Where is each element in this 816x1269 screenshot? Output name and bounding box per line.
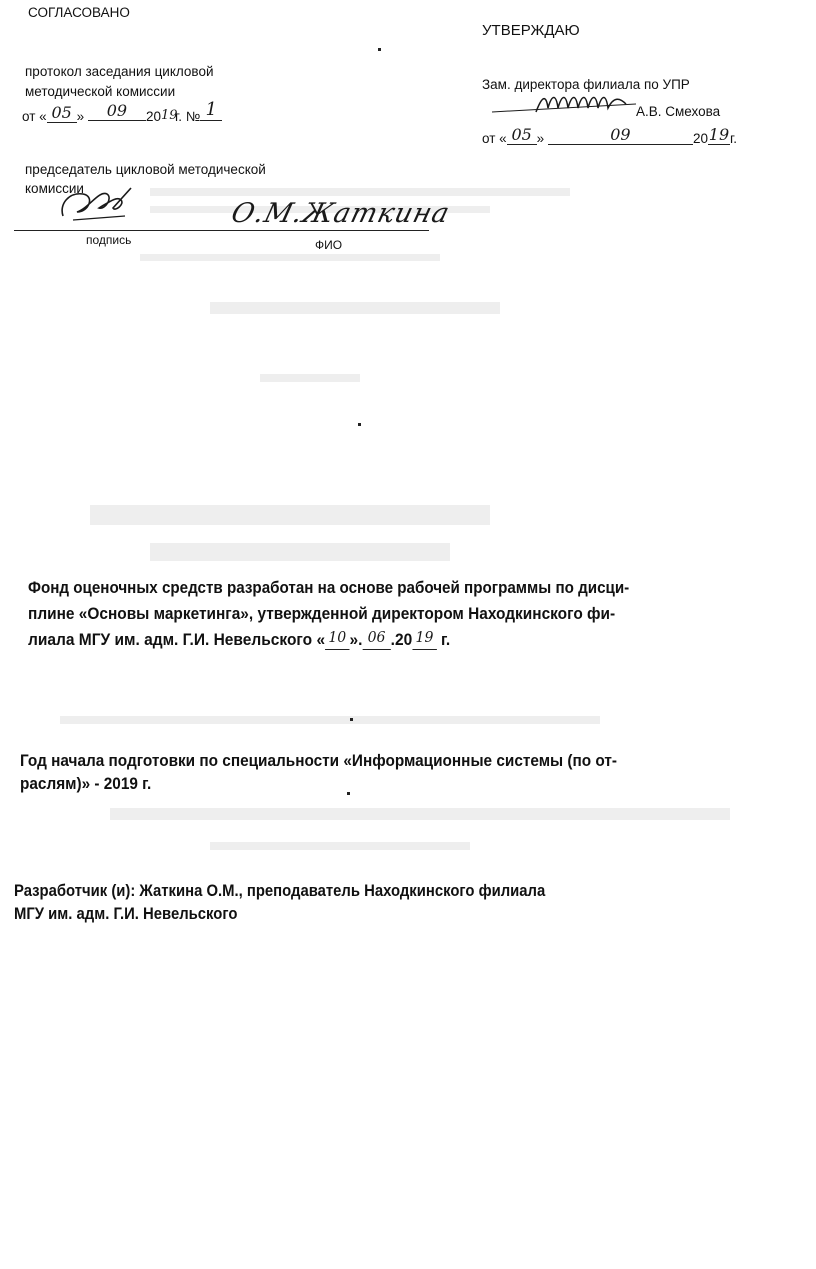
deputy-signature — [486, 90, 646, 118]
protocol-number-handwritten: 1 — [200, 99, 222, 121]
protocol-line-2: методической комиссии — [25, 84, 176, 99]
bleed-through-mark — [210, 842, 470, 850]
deputy-name: А.В. Смехова — [636, 104, 721, 119]
date-mid: » — [76, 109, 85, 124]
bleed-through-mark — [110, 808, 730, 820]
signature-line — [14, 230, 429, 231]
bleed-through-mark — [150, 188, 570, 196]
date-year-prefix: 20 — [145, 109, 161, 124]
fund-line-2: плине «Основы маркетинга», утвержденной директором Находкинского фи- — [28, 605, 616, 623]
fio-caption: ФИО — [315, 238, 343, 252]
date-day-handwritten: 05 — [47, 103, 77, 123]
protocol-line-1: протокол заседания цикловой — [25, 64, 214, 79]
chair-signature — [55, 182, 135, 227]
date-prefix: от « — [482, 131, 507, 146]
stray-dot — [358, 423, 361, 426]
date-month-handwritten: 09 — [88, 101, 146, 121]
bleed-through-mark — [90, 505, 490, 525]
date-month-handwritten: 09 — [548, 125, 693, 145]
date-mid: » — [536, 131, 545, 146]
chair-line-2: комиссии — [25, 181, 84, 196]
chair-name-handwritten: О.М.Жаткина — [228, 198, 454, 229]
date-suffix: г. № — [174, 109, 201, 124]
fund-year-handwritten: 19 — [412, 626, 436, 650]
protocol-date — [22, 99, 222, 127]
date-year-handwritten: 19 — [160, 108, 178, 123]
year-line-2: раслям)» - 2019 г. — [20, 775, 152, 793]
fund-mid: ». — [349, 631, 363, 649]
fund-day-handwritten: 10 — [325, 626, 349, 650]
stray-dot — [350, 718, 353, 721]
approve-date — [482, 125, 737, 148]
developer-line-2: МГУ им. адм. Г.И. Невельского — [14, 905, 238, 923]
date-year-prefix: 20 — [692, 131, 708, 146]
stray-dot — [378, 48, 381, 51]
year-line-1: Год начала подготовки по специальности «Информационные системы (по от- — [20, 752, 618, 770]
bleed-through-mark — [150, 543, 450, 561]
stray-dot — [347, 792, 350, 795]
fund-year-prefix: .20 — [390, 631, 413, 649]
fund-month-handwritten: 06 — [362, 626, 390, 650]
date-prefix: от « — [22, 109, 47, 124]
developer-line-1: Разработчик (и): Жаткина О.М., преподаватель Находкинского филиала — [14, 882, 546, 900]
date-suffix: г. — [729, 131, 737, 146]
fund-line-3 — [28, 629, 450, 653]
signature-caption: подпись — [86, 233, 132, 247]
bleed-through-mark — [60, 716, 600, 724]
deputy-position: Зам. директора филиала по УПР — [482, 77, 690, 92]
fund-suffix: г. — [436, 631, 451, 649]
fund-line-1: Фонд оценочных средств разработан на основе рабочей программы по дисци- — [28, 579, 630, 597]
approve-heading: УТВЕРЖДАЮ — [482, 22, 580, 39]
date-year-handwritten: 19 — [708, 125, 730, 144]
chair-line-1: председатель цикловой методической — [25, 162, 266, 177]
fund-line-3-prefix: лиала МГУ им. адм. Г.И. Невельского « — [28, 631, 326, 649]
bleed-through-mark — [210, 302, 500, 314]
agreed-heading: СОГЛАСОВАНО — [28, 5, 130, 20]
bleed-through-mark — [140, 254, 440, 261]
date-day-handwritten: 05 — [507, 125, 537, 145]
bleed-through-mark — [260, 374, 360, 382]
